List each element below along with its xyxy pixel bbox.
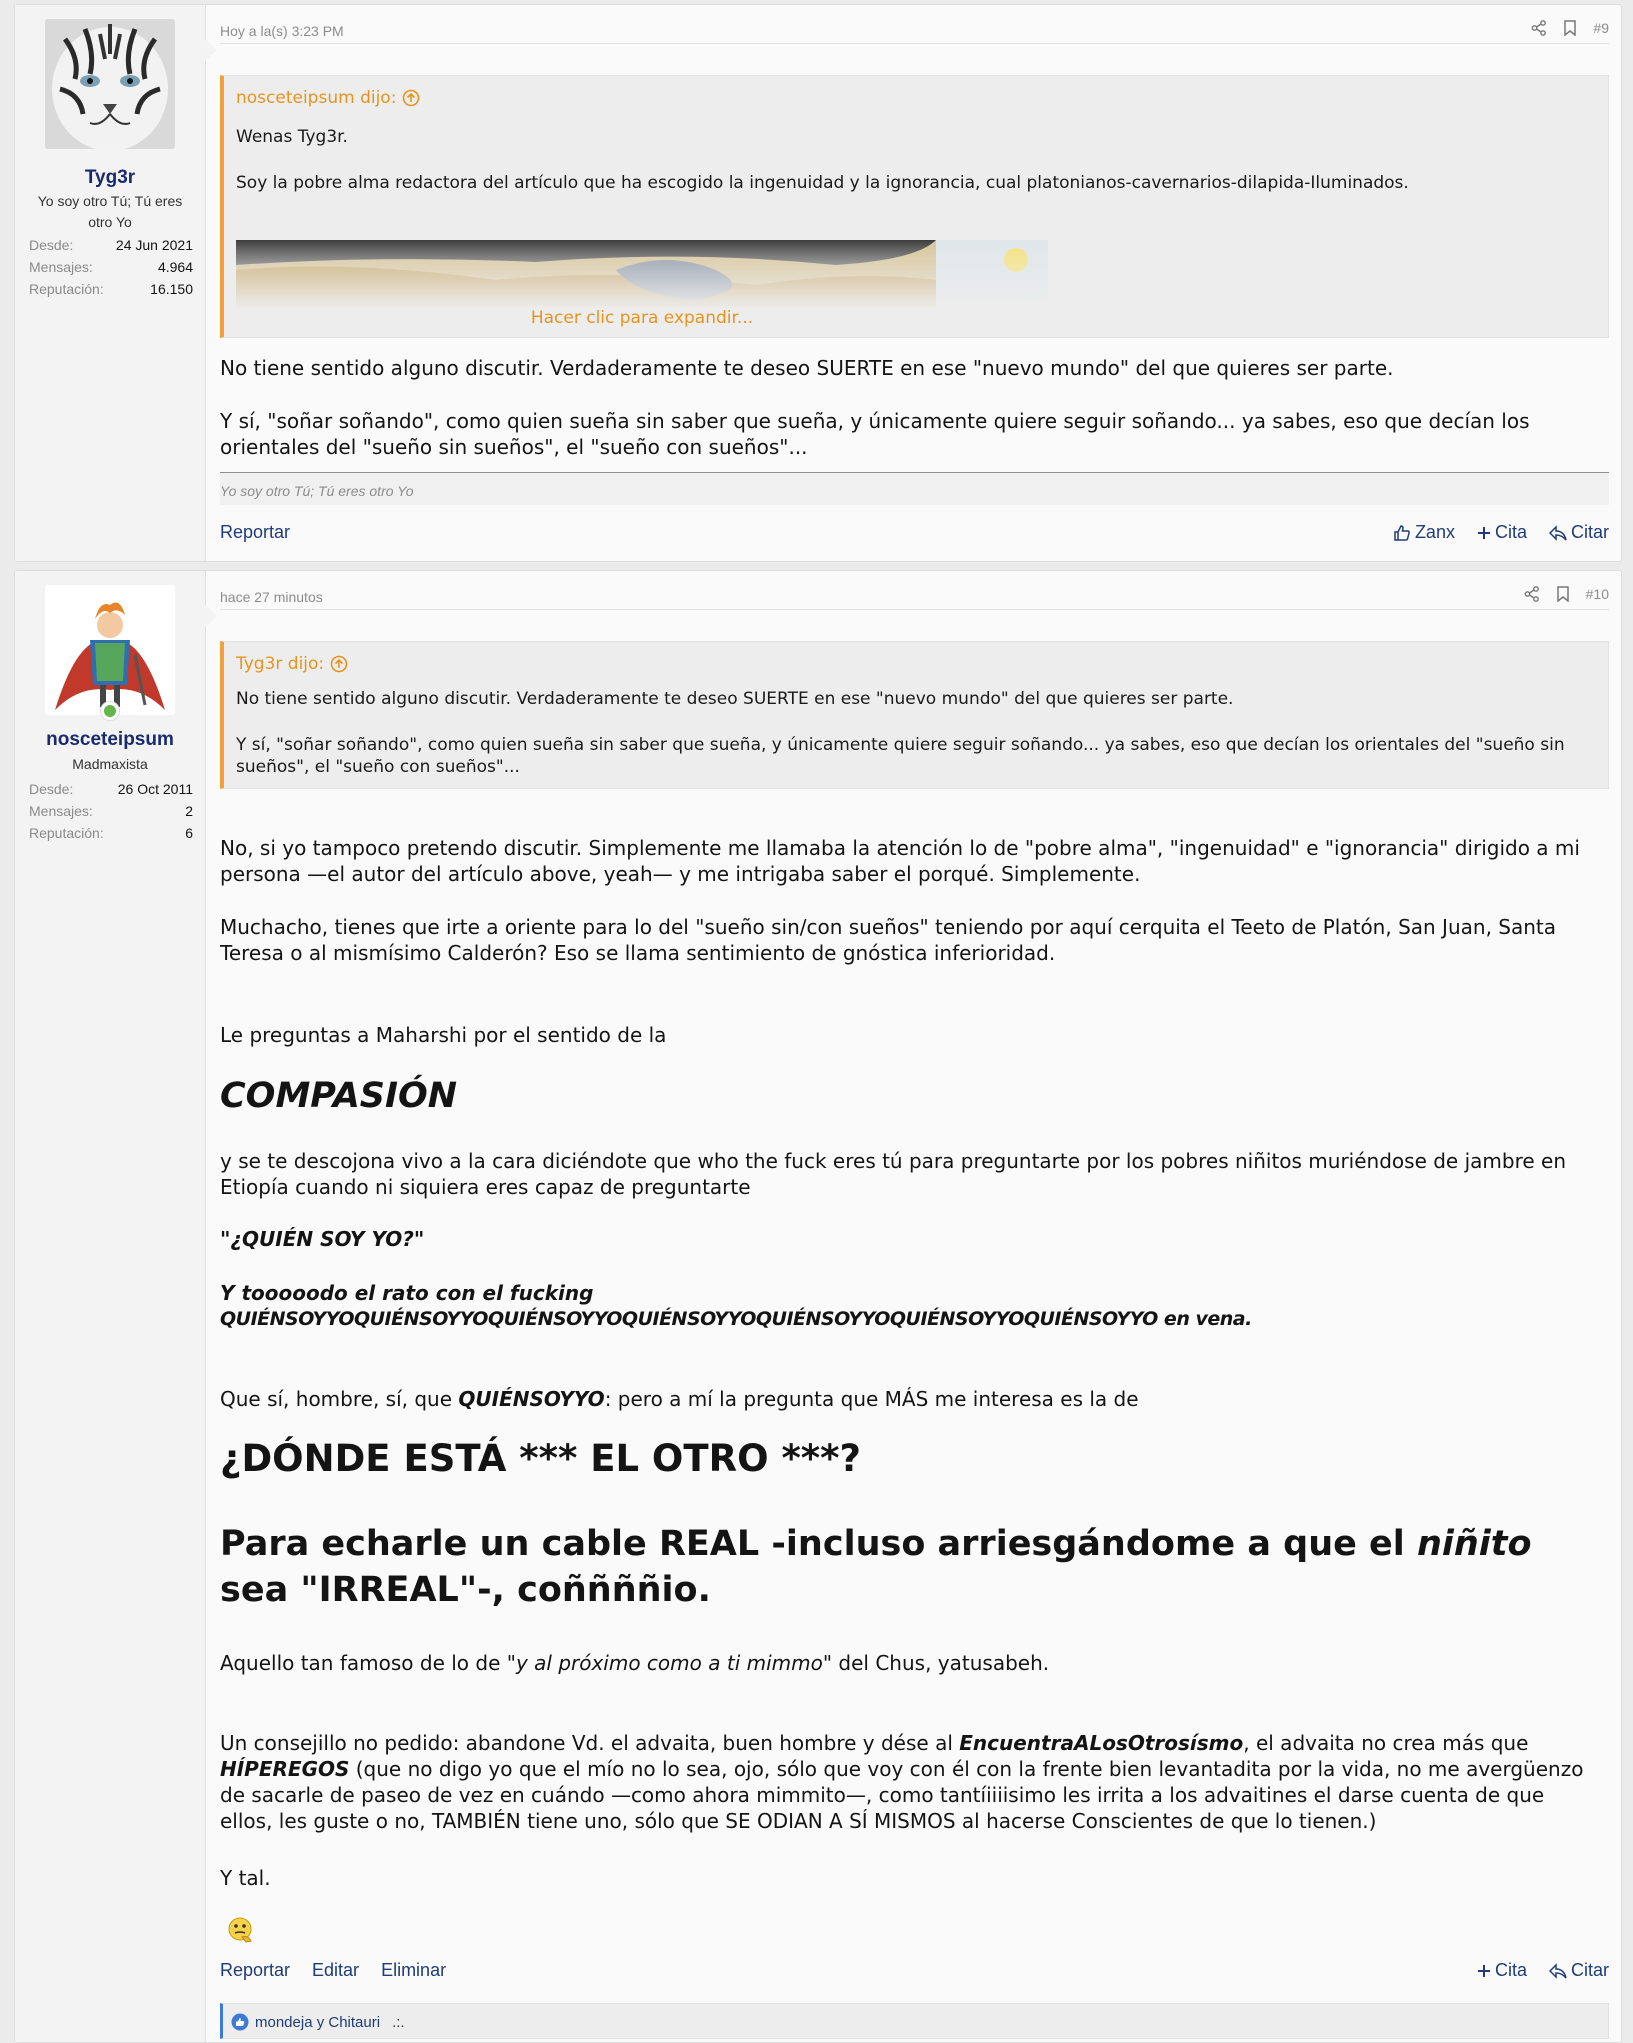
text-span: : pero a mí la pregunta que MÁS me interesa es la de — [604, 1387, 1139, 1411]
stat-label: Mensajes: — [29, 259, 93, 275]
stat-label: Mensajes: — [29, 803, 93, 819]
post-paragraph: Muchacho, tienes que irte a oriente para lo del "sueño sin/con sueños" teniendo por aquí cerquita el Teeto de Platón, San Juan, Santa Teresa o al mismísimo Calderón? Eso se llama sentimiento de gnóstica inferioridad. — [220, 915, 1557, 965]
quote-block — [220, 75, 1609, 338]
quote-author-label: nosceteipsum dijo: — [236, 88, 397, 108]
bold-quote: QUIÉNSOYYOQUIÉNSOYYOQUIÉNSOYYOQUIÉNSOYYOQUIÉNSOYYOQUIÉNSOYYOQUIÉNSOYYO en vena. — [220, 1308, 1252, 1330]
like-button[interactable] — [1393, 522, 1455, 543]
delete-link[interactable]: Eliminar — [381, 1960, 447, 1980]
quote-text: Wenas Tyg3r. — [236, 127, 348, 147]
stat-label: Reputación: — [29, 825, 104, 841]
post-paragraph: No tiene sentido alguno discutir. Verdaderamente te deseo SUERTE en ese "nuevo mundo" del que quieres ser parte. — [220, 356, 1394, 380]
like-label: Zanx — [1414, 522, 1455, 542]
bold-quote: Y tooooodo el rato con el fucking — [220, 1281, 594, 1305]
user-stats — [29, 778, 193, 844]
text-span: Que sí, hombre, sí, que — [220, 1387, 459, 1411]
post-date[interactable]: hace 27 minutos — [220, 589, 323, 605]
reaction-users[interactable]: mondeja y Chitauri — [255, 2013, 381, 2031]
stat-value: 2 — [185, 803, 193, 819]
user-title: Yo soy otro Tú; Tú eres otro Yo — [37, 193, 183, 230]
arrow-up-circle-icon[interactable] — [330, 655, 348, 673]
heading-donde-esta: ¿DÓNDE ESTÁ *** EL OTRO ***? — [220, 1437, 861, 1480]
user-stats — [29, 234, 193, 300]
text-span: Aquello tan famoso de lo de — [220, 1651, 507, 1675]
stat-value: 16.150 — [150, 281, 193, 297]
post-header — [220, 571, 1609, 610]
username[interactable]: Tyg3r — [84, 167, 136, 188]
bookmark-icon[interactable] — [1556, 586, 1570, 602]
user-title: Madmaxista — [72, 756, 148, 772]
post-10 — [14, 570, 1622, 2043]
stat-value: 26 Oct 2011 — [117, 781, 193, 797]
share-icon[interactable] — [1524, 586, 1540, 602]
text-span: sea "IRREAL"-, coññññio. — [220, 1570, 711, 1610]
post-paragraph: Y sí, "soñar soñando", como quien sueña sin saber que sueña, y únicamente quiere seguir soñando... ya sabes, eso que decían los orientales del "sueño sin sueños", el "sueño con sueños"... — [220, 409, 1530, 459]
reply-label: Citar — [1570, 1960, 1609, 1980]
stat-label: Reputación: — [29, 281, 104, 297]
avatar[interactable] — [45, 19, 175, 149]
cite-label: Cita — [1494, 522, 1527, 542]
reply-button[interactable] — [1549, 522, 1609, 543]
quote-author[interactable] — [236, 88, 420, 108]
post-paragraph: Le preguntas a Maharshi por el sentido de la — [220, 1023, 667, 1047]
arrow-up-circle-icon[interactable] — [402, 89, 420, 107]
reply-icon — [1549, 1963, 1567, 1979]
post-paragraph: No, si yo tampoco pretendo discutir. Simplemente me llamaba la atención lo de "pobre alma", "ingenuidad" e "ignorancia" dirigido a mi persona —el autor del artículo above, yeah— y me intrigaba saber el porqué. Simplemente. — [220, 836, 1580, 886]
post-date[interactable]: Hoy a la(s) 3:23 PM — [220, 23, 344, 39]
text-span: Para echarle un cable REAL -incluso arriesgándome a que el — [220, 1524, 1417, 1564]
edit-link[interactable]: Editar — [312, 1960, 360, 1980]
quote-author[interactable] — [236, 654, 348, 674]
post-paragraph: y se te descojona vivo a la cara diciéndote que who the fuck eres tú para preguntarte por los pobres niñitos muriéndose de jambre en Etiopía cuando ni siquiera eres capaz de preguntarte — [220, 1149, 1567, 1199]
signature-text: Yo soy otro Tú; Tú eres otro Yo — [220, 483, 414, 499]
user-cell — [15, 571, 206, 2042]
stat-label: Desde: — [29, 237, 74, 253]
reply-button[interactable] — [1549, 1960, 1609, 1981]
like-reaction-icon — [231, 2013, 249, 2031]
plus-icon — [1477, 526, 1491, 540]
post-9 — [14, 4, 1622, 562]
emphasis-span: QUIÉNSOYYO — [458, 1387, 605, 1411]
online-status-icon — [101, 702, 119, 720]
share-icon[interactable] — [1531, 20, 1547, 36]
heading-compasion: COMPASIÓN — [220, 1076, 458, 1116]
post-paragraph — [220, 1386, 1597, 1412]
cite-button[interactable] — [1477, 522, 1527, 543]
emphasis-span: niñito — [1416, 1524, 1532, 1564]
reply-icon — [1549, 525, 1567, 541]
bold-quote: "¿QUIÉN SOY YO?" — [220, 1227, 425, 1251]
quote-text: No tiene sentido alguno discutir. Verdaderamente te deseo SUERTE en ese "nuevo mundo" del que quieres ser parte. — [236, 689, 1234, 709]
post-main — [220, 5, 1609, 561]
report-link[interactable]: Reportar — [220, 1960, 291, 1980]
post-main — [220, 571, 1609, 2042]
post-header — [220, 5, 1609, 44]
text-span: Un consejillo no pedido: abandone Vd. el advaita, buen hombre y dése al — [220, 1731, 960, 1755]
reply-label: Citar — [1570, 522, 1609, 542]
report-link[interactable]: Reportar — [220, 522, 291, 542]
text-span: del Chus, yatusabeh. — [832, 1651, 1050, 1675]
text-span: , el advaita no crea más que — [1243, 1731, 1529, 1755]
reaction-more[interactable]: .:. — [392, 2013, 405, 2031]
quote-block — [220, 641, 1609, 789]
text-span: (que no digo yo que el mío no lo sea, ojo, sólo que voy con él con la frente bien levantadita por la vida, no me avergüenzo de sacarle de paseo de vez en cuándo —como ahora mimmito—, como tantíiiiisimo les irrita a los advaitines el darse cuenta de que ellos, les guste o no, TAMBIÉN tiene uno, sólo que SE ODIAN A SÍ MISMOS al hacerse Conscientes de que lo tienen.) — [220, 1757, 1584, 1833]
stat-value: 6 — [185, 825, 193, 841]
quote-text: Y sí, "soñar soñando", como quien sueña sin saber que sueña, y únicamente quiere seguir soñando... ya sabes, eso que decían los orientales del "sueño sin sueños", el "sueño con sueños"... — [236, 735, 1565, 777]
emphasis-span: EncuentraALosOtrosísmo — [959, 1731, 1244, 1755]
emphasis-span: "y al próximo como a ti mimmo" — [506, 1651, 833, 1675]
stat-label: Desde: — [29, 781, 74, 797]
bookmark-icon[interactable] — [1563, 20, 1577, 36]
expand-link[interactable]: Hacer clic para expandir... — [530, 308, 754, 328]
user-cell — [15, 5, 206, 561]
quote-text: Soy la pobre alma redactora del artículo que ha escogido la ingenuidad y la ignorancia, cual platonianos-cavernarios-dilapida-Iluminados. — [236, 173, 1409, 193]
emphasis-span: HÍPEREGOS — [220, 1757, 350, 1781]
post-number[interactable]: #10 — [1585, 586, 1609, 602]
thumbs-up-icon — [1393, 524, 1411, 542]
post-paragraph: Y tal. — [220, 1866, 271, 1890]
stat-value: 24 Jun 2021 — [115, 237, 193, 253]
cite-button[interactable] — [1477, 1960, 1527, 1981]
signature — [220, 472, 1609, 505]
stat-value: 4.964 — [157, 259, 193, 275]
username[interactable]: nosceteipsum — [46, 729, 174, 750]
post-number[interactable]: #9 — [1593, 20, 1609, 36]
quote-image — [236, 240, 1048, 310]
tiger-avatar-icon — [45, 19, 175, 149]
quote-author-label: Tyg3r dijo: — [236, 654, 325, 674]
reaction-bar[interactable] — [220, 2003, 1609, 2039]
little-prince-avatar-icon — [45, 585, 175, 715]
avatar[interactable] — [45, 585, 175, 715]
thinking-emoji-icon — [226, 1915, 256, 1945]
cite-label: Cita — [1494, 1960, 1527, 1980]
plus-icon — [1477, 1964, 1491, 1978]
heading-cable-real — [220, 1521, 1589, 1613]
post-paragraph — [220, 1730, 1597, 1834]
post-paragraph — [220, 1650, 1597, 1676]
